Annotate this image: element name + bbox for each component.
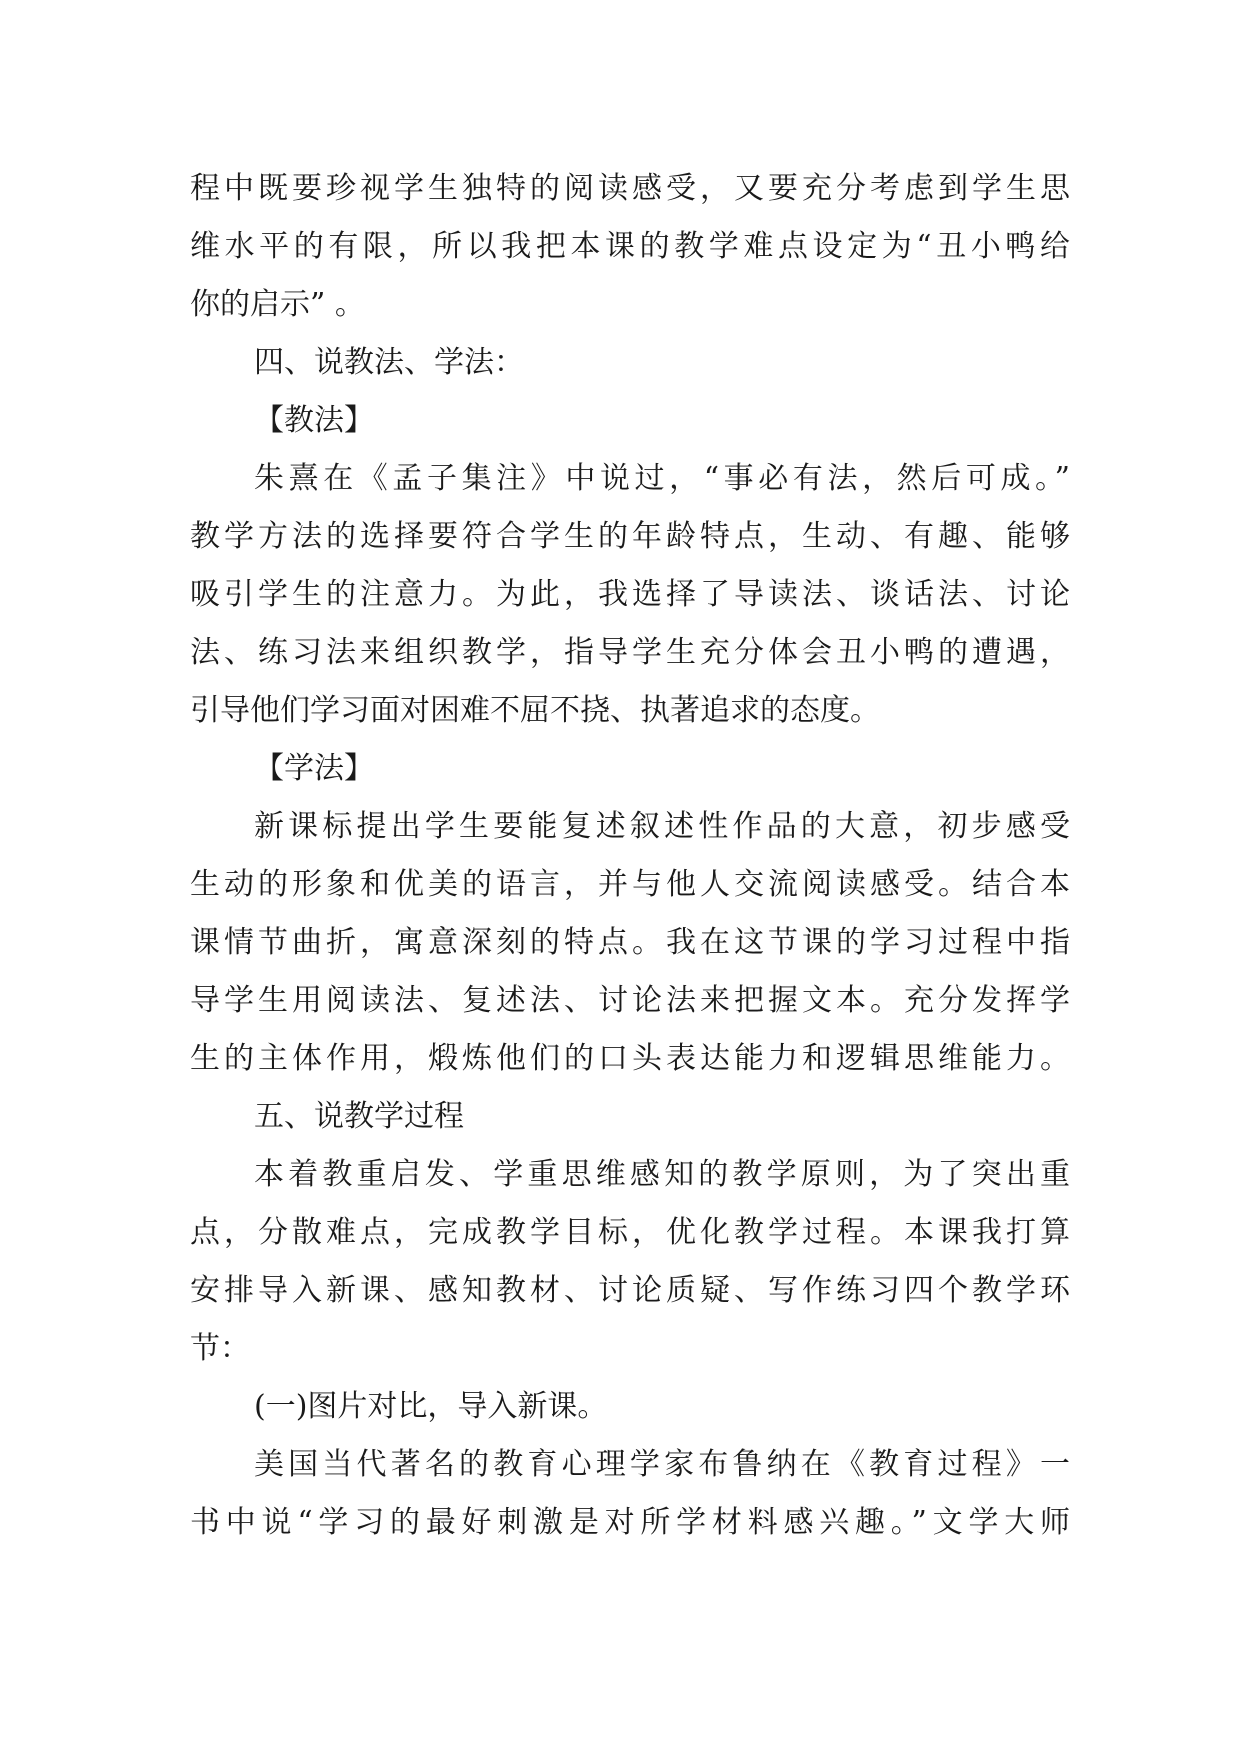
subheading-teaching-method: 【教法】	[254, 403, 374, 438]
text-line: 维水平的有限，所以我把本课的教学难点设定为“丑小鸭给	[190, 229, 1070, 264]
text-line: 节：	[190, 1331, 250, 1366]
text-line: 引导他们学习面对困难不屈不挠、执著追求的态度。	[190, 693, 880, 728]
text-line: 教学方法的选择要符合学生的年龄特点，生动、有趣、能够	[190, 519, 1070, 554]
subheading-step-one: (一)图片对比，导入新课。	[254, 1389, 608, 1424]
document-body	[190, 160, 1070, 1552]
text-line: 生动的形象和优美的语言，并与他人交流阅读感受。结合本	[190, 867, 1070, 902]
text-line: 新课标提出学生要能复述叙述性作品的大意，初步感受	[254, 809, 1070, 844]
text-line: 课情节曲折，寓意深刻的特点。我在这节课的学习过程中指	[190, 925, 1070, 960]
text-line: 点，分散难点，完成教学目标，优化教学过程。本课我打算	[190, 1215, 1070, 1250]
text-line: 本着教重启发、学重思维感知的教学原则，为了突出重	[254, 1157, 1070, 1192]
text-line: 你的启示” 。	[190, 287, 365, 322]
text-line: 法、练习法来组织教学，指导学生充分体会丑小鸭的遭遇，	[190, 635, 1070, 670]
text-line: 朱熹在《孟子集注》中说过，“事必有法，然后可成。”	[254, 461, 1070, 496]
section-heading-methods: 四、说教法、学法：	[254, 345, 524, 380]
text-line: 导学生用阅读法、复述法、讨论法来把握文本。充分发挥学	[190, 983, 1070, 1018]
subheading-learning-method: 【学法】	[254, 751, 374, 786]
text-line: 书中说“学习的最好刺激是对所学材料感兴趣。”文学大师	[190, 1505, 1070, 1540]
section-heading-process: 五、说教学过程	[254, 1099, 464, 1134]
text-line: 安排导入新课、感知教材、讨论质疑、写作练习四个教学环	[190, 1273, 1070, 1308]
text-line: 程中既要珍视学生独特的阅读感受，又要充分考虑到学生思	[190, 171, 1070, 206]
text-line: 美国当代著名的教育心理学家布鲁纳在《教育过程》一	[254, 1447, 1070, 1482]
text-line: 吸引学生的注意力。为此，我选择了导读法、谈话法、讨论	[190, 577, 1070, 612]
text-line: 生的主体作用，煅炼他们的口头表达能力和逻辑思维能力。	[190, 1041, 1070, 1076]
